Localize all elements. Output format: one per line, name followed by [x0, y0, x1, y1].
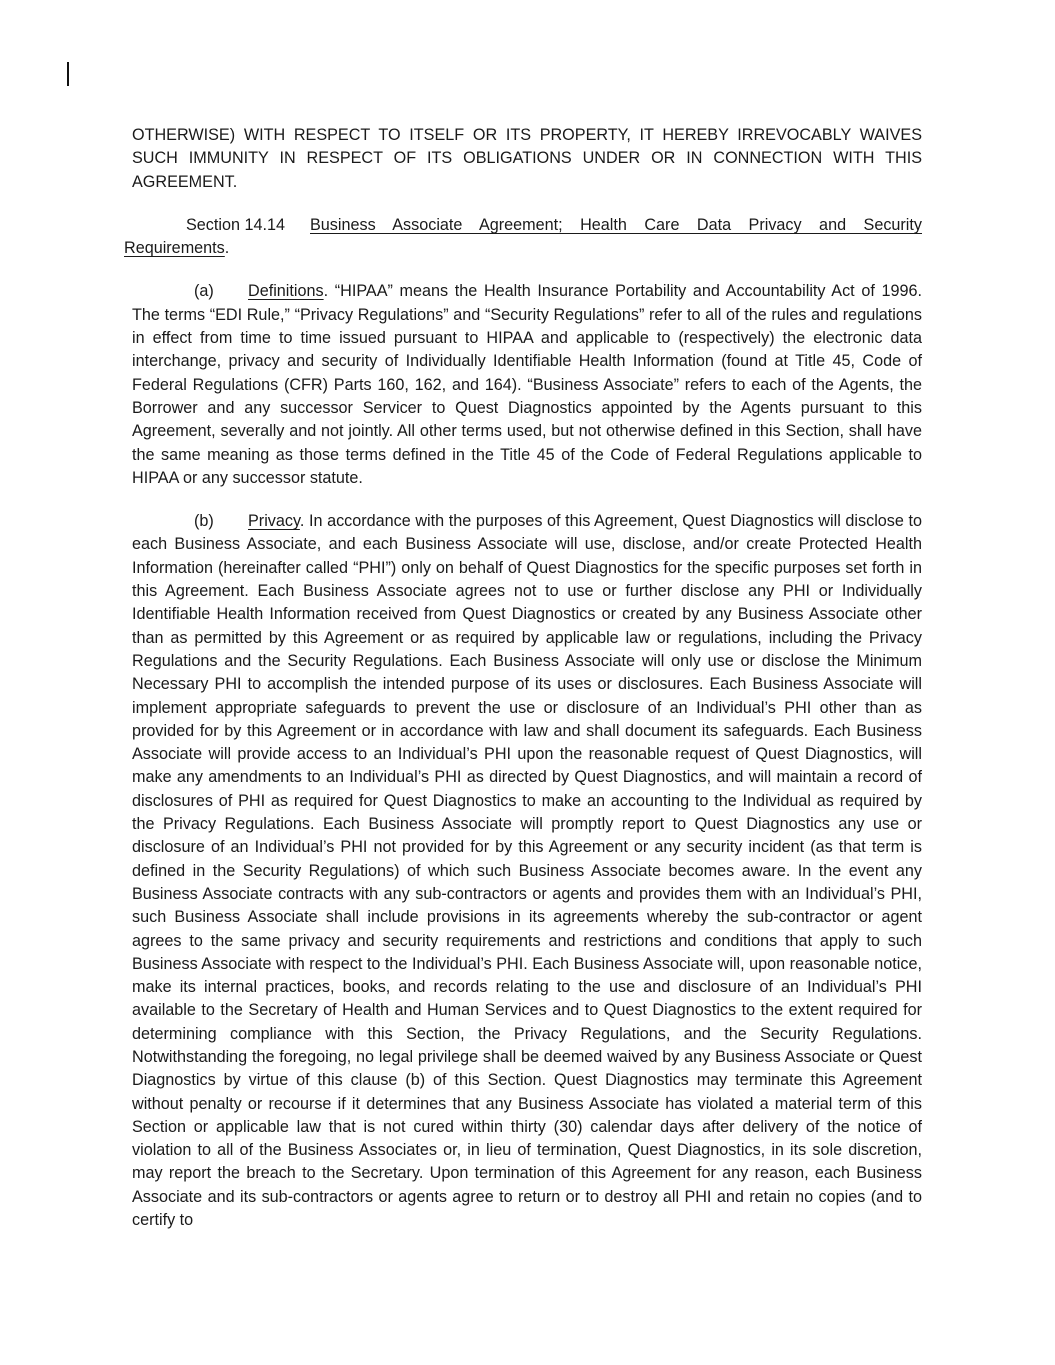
privacy-heading-end: . [299, 512, 305, 531]
section-heading [124, 214, 922, 261]
intro-paragraph: OTHERWISE) WITH RESPECT TO ITSELF OR ITS PROPERTY, IT HEREBY IRREVOCABLY WAIVES SUCH IMMUNITY IN RESPECT OF ITS OBLIGATIONS UNDER OR IN CONNECTION WITH THIS AGREEMENT. [132, 126, 922, 191]
definitions-heading: Definitions [248, 282, 324, 301]
section-number: Section 14.14 [186, 215, 285, 234]
text-cursor [67, 62, 69, 86]
section-title-end: . [224, 239, 230, 258]
privacy-label: (b) [194, 512, 214, 531]
privacy-paragraph [132, 510, 922, 1232]
definitions-label: (a) [194, 282, 214, 301]
document-page [124, 124, 922, 1252]
privacy-heading: Privacy [248, 512, 300, 531]
privacy-text: In accordance with the purposes of this Agreement, Quest Diagnostics will disclose to each Business Associate, and each Business Associate will use, disclose, and/or create Protected Health Information (hereinafter called “PHI”) only on behalf of Quest Diagnostics for the specific purposes set forth in this Agreement. Each Business Associate agrees not to use or further disclose any PHI or Individually Identifiable Health Information received from Quest Diagnostics or created by any Business Associate other than as permitted by this Agreement or as required by applicable law or regulations, including the Privacy Regulations and the Security Regulations. Each Business Associate will only use or disclose the Minimum Necessary PHI to accomplish the intended purpose of its uses or disclosures. Each Business Associate will implement appropriate safeguards to prevent the use or disclosure of an Individual’s PHI other than as provided for by this Agreement or in accordance with law and shall document its safeguards. Each Business Associate will provide access to an Individual’s PHI upon the reasonable request of Quest Diagnostics, will make any amendments to an Individual’s PHI as directed by Quest Diagnostics, and will maintain a record of disclosures of PHI as required for Quest Diagnostics to make an accounting to the Individual as required by the Privacy Regulations. Each Business Associate will promptly report to Quest Diagnostics any use or disclosure of an Individual’s PHI not provided for by this Agreement or any security incident (as that term is defined in the Security Regulations) of which such Business Associate becomes aware. In the event any Business Associate contracts with any sub-contractors or agents and provides them with an Individual’s PHI, such Business Associate shall include provisions in its agreements whereby the sub-contractor or agent agrees to the same privacy and security requirements and restrictions and conditions that apply to such Business Associate with respect to the Individual’s PHI. Each Business Associate will, upon reasonable notice, make its internal practices, books, and records relating to the use and disclosure of an Individual’s PHI available to the Secretary of Health and Human Services and to Quest Diagnostics to the extent required for determining compliance with this Section, the Privacy Regulations, and the Security Regulations. Notwithstanding the foregoing, no legal privilege shall be deemed waived by any Business Associate or Quest Diagnostics by virtue of this clause (b) of this Section. Quest Diagnostics may terminate this Agreement without penalty or recourse if it determines that any Business Associate has violated a material term of this Section or applicable law that is not cured within thirty (30) calendar days after delivery of the notice of violation to all of the Business Associates or, in lieu of termination, Quest Diagnostics, in its sole discretion, may report the breach to the Secretary. Upon termination of this Agreement for any reason, each Business Associate and its sub-contractors or agents agree to return or to destroy all PHI and retain no copies (and to certify to [132, 512, 922, 1230]
definitions-heading-end: . [323, 282, 329, 301]
definitions-paragraph [132, 280, 922, 490]
definitions-text: “HIPAA” means the Health Insurance Portability and Accountability Act of 1996. The terms “EDI Rule,” “Privacy Regulations” and “Security Regulations” refer to all of the rules and regulations in effect from time to time issued pursuant to HIPAA and applicable to (respectively) the electronic data interchange, privacy and security of Individually Identifiable Health Information (found at Title 45, Code of Federal Regulations (CFR) Parts 160, 162, and 164). “Business Associate” refers to each of the Agents, the Borrower and any successor Servicer to Quest Diagnostics appointed by the Agents pursuant to this Agreement, severally and not jointly. All other terms used, but not otherwise defined in this Section, shall have the same meaning as those terms defined in the Title 45 of the Code of Federal Regulations applicable to HIPAA or any successor statute. [132, 282, 922, 487]
section-title: Business Associate Agreement; Health Care Data Privacy and Security Requirements [124, 215, 922, 258]
